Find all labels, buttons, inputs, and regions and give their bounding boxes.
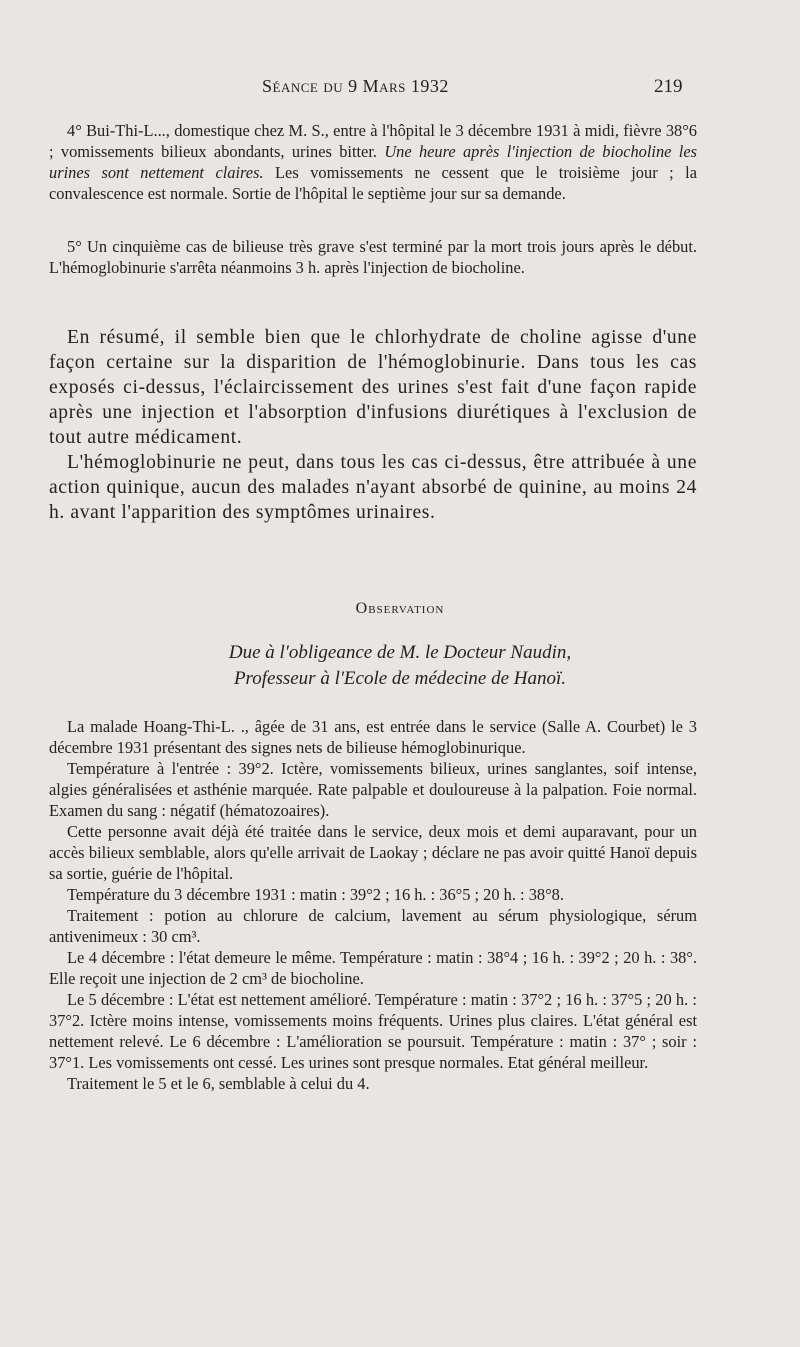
obs-paragraph: La malade Hoang-Thi-L. ., âgée de 31 ans, est entrée dans le service (Salle A. Courbet) le 3 décembre 1931 présentant des signes nets de bilieuse hémoglobinurique. [49,717,697,757]
case-4-intro: 4° Bui-Thi-L..., domestique chez M. S., entre à l'hôpital le 3 décembre 1931 à midi, fièvre 38°6 ; vomissements bilieux abondants, urines bitter. [49,121,697,161]
header-title: Séance du 9 Mars 1932 [262,76,449,96]
credit-line-2: Professeur à l'Ecole de médecine de Hanoï. [233,668,567,689]
running-header [0,76,800,100]
summary-section [49,325,697,525]
case-4-rest: Les vomissements ne cessent que le troisième jour ; la convalescence est normale. Sortie de l'hôpital le septième jour sur sa demande. [49,163,697,203]
page-number: 219 [654,76,683,97]
case-5-paragraph [49,236,697,278]
obs-paragraph: Traitement : potion au chlorure de calcium, lavement au sérum physiologique, sérum antivenimeux : 30 cm³. [49,906,697,946]
obs-paragraph: Cette personne avait déjà été traitée dans le service, deux mois et demi auparavant, pour un accès bilieux semblable, alors qu'elle arrivait de Laokay ; déclare ne pas avoir quitté Hanoï depuis sa sortie, guérie de l'hôpital. [49,822,697,883]
credit-line-1: Due à l'obligeance de M. le Docteur Naudin, [228,642,572,663]
summary-paragraph-2: L'hémoglobinurie ne peut, dans tous les cas ci-dessus, être attribuée à une action quinique, aucun des malades n'ayant absorbé de quinine, au moins 24 h. avant l'apparition des symptômes urinaires. [49,452,697,523]
obs-paragraph: Traitement le 5 et le 6, semblable à celui du 4. [67,1074,370,1093]
obs-paragraph: Le 5 décembre : L'état est nettement amélioré. Température : matin : 37°2 ; 16 h. : 37°5 ; 20 h. : 37°2. Ictère moins intense, vomissements moins fréquents. Urines plus claires. L'état général est nettement relevé. Le 6 décembre : L'amélioration se poursuit. Température : matin : 37° ; soir : 37°1. Les vomissements ont cessé. Les urines sont presque normales. Etat général meilleur. [49,990,697,1072]
obs-paragraph: Le 4 décembre : l'état demeure le même. Température : matin : 38°4 ; 16 h. : 39°2 ; 20 h. : 38°. Elle reçoit une injection de 2 cm³ de biocholine. [49,948,697,988]
case-4-paragraph [49,120,697,204]
obs-paragraph: Température du 3 décembre 1931 : matin : 39°2 ; 16 h. : 36°5 ; 20 h. : 38°8. [67,885,564,904]
obs-paragraph: Température à l'entrée : 39°2. Ictère, vomissements bilieux, urines sanglantes, soif intense, algies généralisées et asthénie marquée. Rate palpable et douloureuse à la palpation. Foie normal. Examen du sang : négatif (hématozoaires). [49,759,697,820]
case-4-italic: Une heure après l'injection de biocholine les urines sont nettement claires. [49,142,697,182]
case-5-text: 5° Un cinquième cas de bilieuse très grave s'est terminé par la mort trois jours après le début. L'hémoglobinurie s'arrêta néanmoins 3 h. après l'injection de biocholine. [49,237,697,277]
observation-heading: Observation [355,600,445,617]
summary-paragraph-1: En résumé, il semble bien que le chlorhydrate de choline agisse d'une façon certaine sur la disparition de l'hémoglobinurie. Dans tous les cas exposés ci-dessus, l'éclaircissement des urines s'est fait d'une façon rapide après une injection et l'absorption d'infusions diurétiques à l'exclusion de tout autre médicament. [49,327,697,448]
observation-body [49,716,697,1094]
